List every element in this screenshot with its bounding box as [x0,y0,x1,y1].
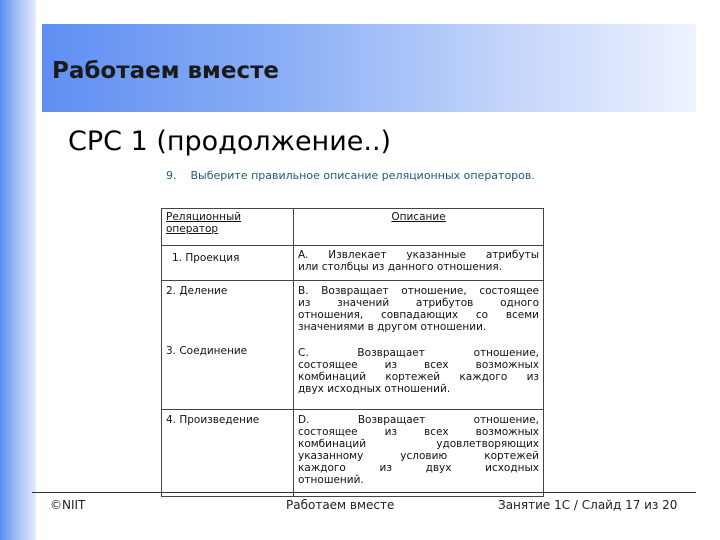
description-line: комбинаций кортежей каждого из [298,371,539,383]
description-line: B. Возвращает отношение, состоящее [298,285,539,297]
description-line: отношений. [298,474,364,486]
description-line: значениями в другом отношении. [298,321,487,333]
description-line: или столбцы из данного отношения. [298,261,503,273]
description-line: комбинаций удовлетворяющих [298,438,539,450]
description-line: из значений атрибутов одного [298,297,539,309]
description-line: A. Извлекает указанные атрибуты [298,249,539,261]
description-line: D. Возвращает отношение, [298,414,539,426]
column-header-operator: Реляционный оператор [162,209,294,246]
operator-cell: 4. Произведение [162,410,294,497]
left-gradient-bar [0,0,36,540]
description-cell [294,410,544,497]
footer-course-title: Работаем вместе [286,498,395,512]
footer-copyright: ©NIIT [50,498,86,512]
operator-label: 2. Деление [166,285,228,297]
description-line: указанному условию кортежей [298,450,539,462]
table-row [162,246,544,281]
question-number: 9. [166,169,177,182]
question-text [166,169,535,182]
description-line: C. Возвращает отношение, [298,347,539,359]
description-line: отношения, совпадающих со всеми [298,309,539,321]
description-line: двух исходных отношений. [298,383,451,395]
operator-label: 3. Соединение [166,345,248,357]
description-line: состоящее из всех возможных [298,426,539,438]
slide-subtitle: СРС 1 (продолжение..) [68,126,392,157]
footer-divider [32,492,696,493]
operator-cell [162,281,294,410]
operators-table [161,208,544,497]
question-body: Выберите правильное описание реляционных операторов. [190,169,535,182]
operator-cell: 1. Проекция [162,246,294,281]
table-header-row [162,209,544,246]
footer-slide-number: Занятие 1С / Слайд 17 из 20 [498,498,678,512]
description-line: каждого из двух исходных [298,462,539,474]
slide-title: Работаем вместе [52,58,280,84]
table-row [162,281,544,410]
column-header-description: Описание [294,209,544,246]
description-cell [294,246,544,281]
description-cell [294,281,544,410]
table-row [162,410,544,497]
description-line: состоящее из всех возможных [298,359,539,371]
